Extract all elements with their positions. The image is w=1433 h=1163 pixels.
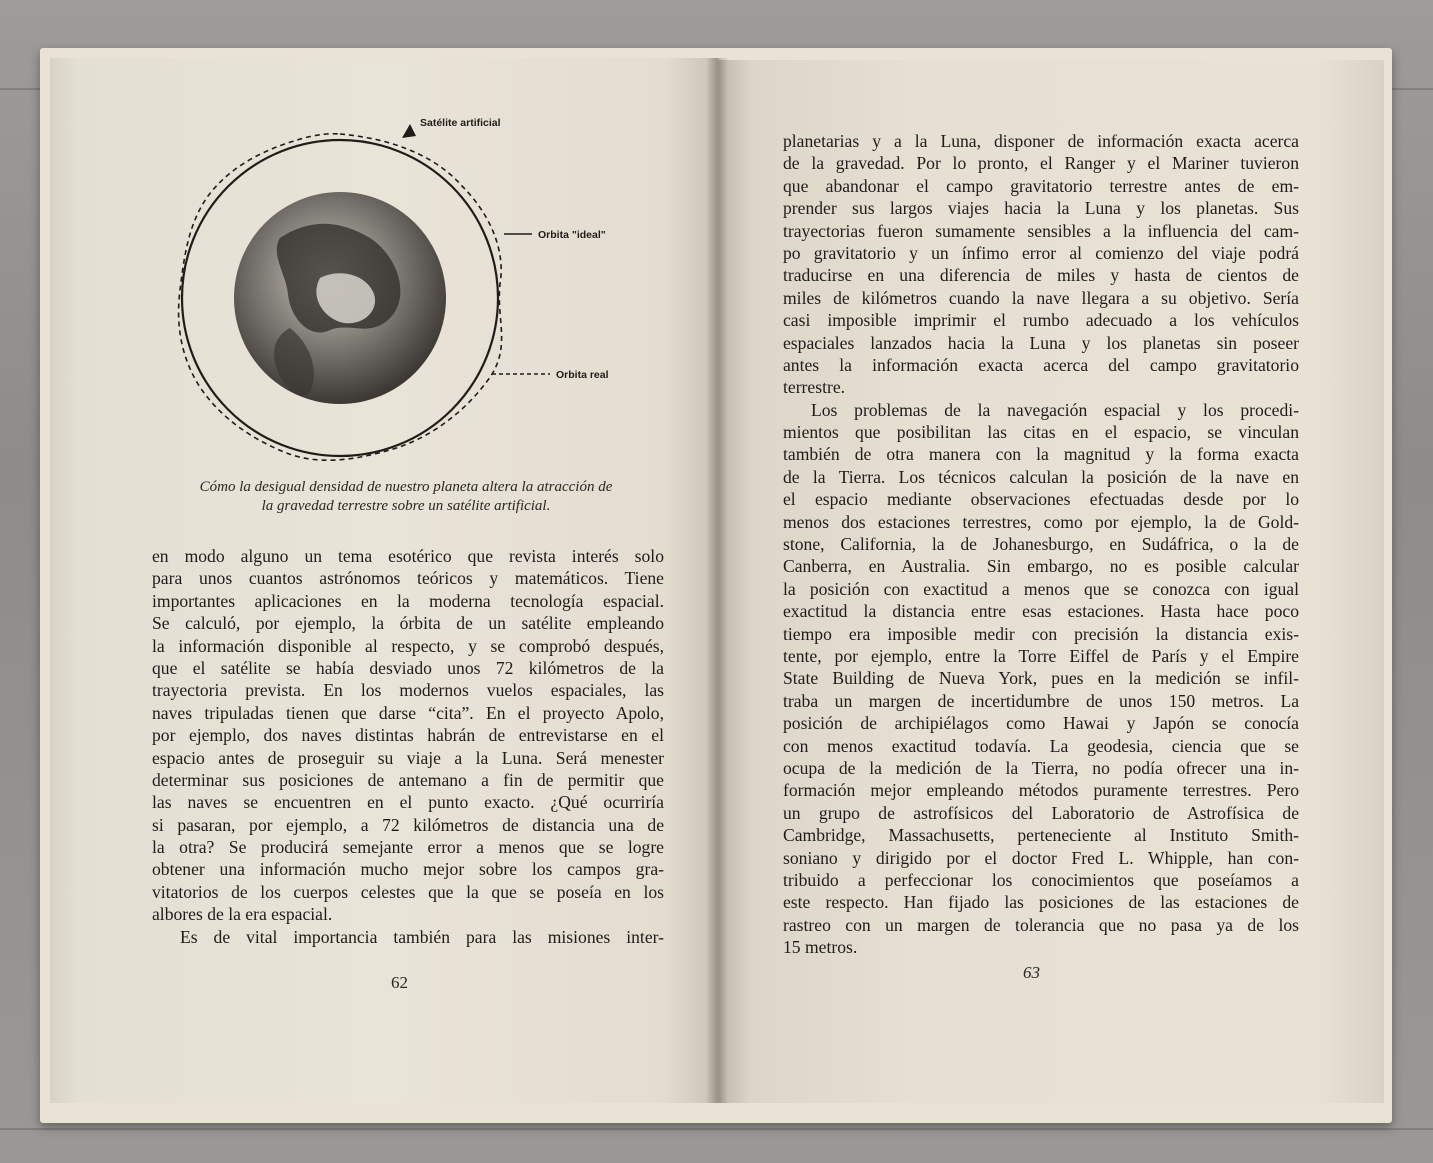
text-line: trayectoria prevista. En los modernos vuelos espaciales, las xyxy=(152,680,664,701)
text-line: vitatorios de los cuerpos celestes que la que se poseía en los xyxy=(152,881,664,902)
orbit-figure xyxy=(170,108,670,468)
text-line: importantes aplicaciones en la moderna tecnología espacial. xyxy=(152,590,664,611)
text-line: stone, California, la de Johanesburgo, en Sudáfrica, o la de xyxy=(783,534,1299,555)
text-line: antes la información exacta acerca del campo gravitatorio xyxy=(783,354,1299,375)
text-line: la posición con exactitud a menos que se conozca con igual xyxy=(783,578,1299,599)
text-line: un grupo de astrofísicos del Laboratorio de Astrofísica de xyxy=(783,802,1299,823)
text-line: naves tripuladas tienen que darse “cita”. En el proyecto Apolo, xyxy=(152,702,664,723)
text-line: casi imposible imprimir el rumbo adecuado a los vehículos xyxy=(783,310,1299,331)
text-line: si pasaran, por ejemplo, a 72 kilómetros de distancia una de xyxy=(152,814,664,835)
right-page-text xyxy=(783,130,1299,958)
text-line: ocupa de la medición de la Tierra, no podía ofrecer una in- xyxy=(783,757,1299,778)
text-line: rastreo con un margen de tolerancia que no pasa ya de los xyxy=(783,914,1299,935)
text-line: tiempo era imposible medir con precisión la distancia exis- xyxy=(783,623,1299,644)
book-gutter xyxy=(706,58,728,1103)
text-line: traducirse en una diferencia de miles y hasta de cientos de xyxy=(783,265,1299,286)
text-line: Canberra, en Australia. Sin embargo, no es posible calcular xyxy=(783,556,1299,577)
text-line: planetarias y a la Luna, disponer de información exacta acerca xyxy=(783,131,1299,151)
text-line: Los problemas de la navegación espacial y los procedi- xyxy=(811,399,1299,420)
text-line: para unos cuantos astrónomos teóricos y matemáticos. Tiene xyxy=(152,568,664,589)
text-line: Se calculó, por ejemplo, la órbita de un satélite empleando xyxy=(152,613,664,634)
text-line: trayectorias fueron sumamente sensibles a la influencia del cam- xyxy=(783,220,1299,241)
caption-line: la gravedad terrestre sobre un satélite artificial. xyxy=(261,498,551,514)
text-line: 15 metros. xyxy=(783,937,858,958)
page-number-left: 62 xyxy=(391,973,408,992)
text-line: exactitud la distancia entre esas estaciones. Hasta hace poco xyxy=(783,601,1299,622)
text-line: State Building de Nueva York, pues en la medición se infil- xyxy=(783,668,1299,689)
text-line: que el satélite se había desviado unos 72 kilómetros de la xyxy=(152,657,664,678)
text-line: la información disponible al respecto, y se comprobó después, xyxy=(152,635,664,656)
label-real-orbit: Orbita real xyxy=(556,369,609,381)
figure-caption xyxy=(150,478,662,516)
text-line: Es de vital importancia también para las misiones inter- xyxy=(180,926,664,947)
left-page-text xyxy=(152,545,664,948)
page-number-right: 63 xyxy=(1023,963,1040,982)
text-line: miles de kilómetros cuando la nave llegara a su objetivo. Sería xyxy=(783,287,1299,308)
text-line: este respecto. Han fijado las posiciones de las estaciones de xyxy=(783,892,1299,913)
text-line: mientos que posibilitan las citas en el espacio, se vinculan xyxy=(783,422,1299,443)
text-line: también de otra manera con la magnitud y la forma exacta xyxy=(783,444,1299,465)
text-line: traba un margen de incertidumbre de unos 150 metros. La xyxy=(783,690,1299,711)
satellite-arrow xyxy=(402,124,416,138)
text-line: determinar sus posiciones de antemano a fin de permitir que xyxy=(152,769,664,790)
text-line: po gravitatorio y un ínfimo error al comienzo del viaje podrá xyxy=(783,242,1299,263)
text-line: espaciales lanzados hacia la Luna y los planetas sin poseer xyxy=(783,332,1299,353)
text-line: las naves se encuentren en el punto exacto. ¿Qué ocurriría xyxy=(152,792,664,813)
text-line: formación mejor empleando métodos puramente terrestres. Pero xyxy=(783,780,1299,801)
text-line: obtener una información mucho mejor sobre los campos gra- xyxy=(152,859,664,880)
text-line: posición de archipiélagos como Hawai y Japón se conocía xyxy=(783,713,1299,734)
text-line: prender sus largos viajes hacia la Luna y los planetas. Sus xyxy=(783,198,1299,219)
caption-line: Cómo la desigual densidad de nuestro planeta altera la atracción de xyxy=(199,479,613,495)
text-line: tribuido a perfeccionar los conocimientos que poseíamos a xyxy=(783,869,1299,890)
text-line: que abandonar el campo gravitatorio terrestre antes de em- xyxy=(783,175,1299,196)
text-line: Cambridge, Massachusetts, perteneciente al Instituto Smith- xyxy=(783,825,1299,846)
text-line: en modo alguno un tema esotérico que revista interés solo xyxy=(152,546,664,566)
text-line: de la gravedad. Por lo pronto, el Ranger y el Mariner tuvieron xyxy=(783,153,1299,174)
text-line: con menos exactitud todavía. La geodesia, ciencia que se xyxy=(783,735,1299,756)
label-ideal-orbit: Orbita "ideal" xyxy=(538,229,606,241)
text-line: menos dos estaciones terrestres, como por ejemplo, la de Gold- xyxy=(783,511,1299,532)
text-line: de la Tierra. Los técnicos calculan la posición de la nave en xyxy=(783,466,1299,487)
text-line: terrestre. xyxy=(783,377,846,398)
text-line: la otra? Se producirá semejante error a menos que se logre xyxy=(152,837,664,858)
text-line: el espacio mediante observaciones efectuadas desde por lo xyxy=(783,489,1299,510)
text-line: albores de la era espacial. xyxy=(152,904,333,925)
text-line: por ejemplo, dos naves distintas habrán de entrevistarse en el xyxy=(152,725,664,746)
text-line: espacio antes de proseguir su viaje a la Luna. Será menester xyxy=(152,747,664,768)
label-satellite: Satélite artificial xyxy=(420,117,501,129)
text-line: soniano y dirigido por el doctor Fred L. Whipple, han con- xyxy=(783,847,1299,868)
text-line: tente, por ejemplo, entre la Torre Eiffel de París y el Empire xyxy=(783,645,1299,666)
